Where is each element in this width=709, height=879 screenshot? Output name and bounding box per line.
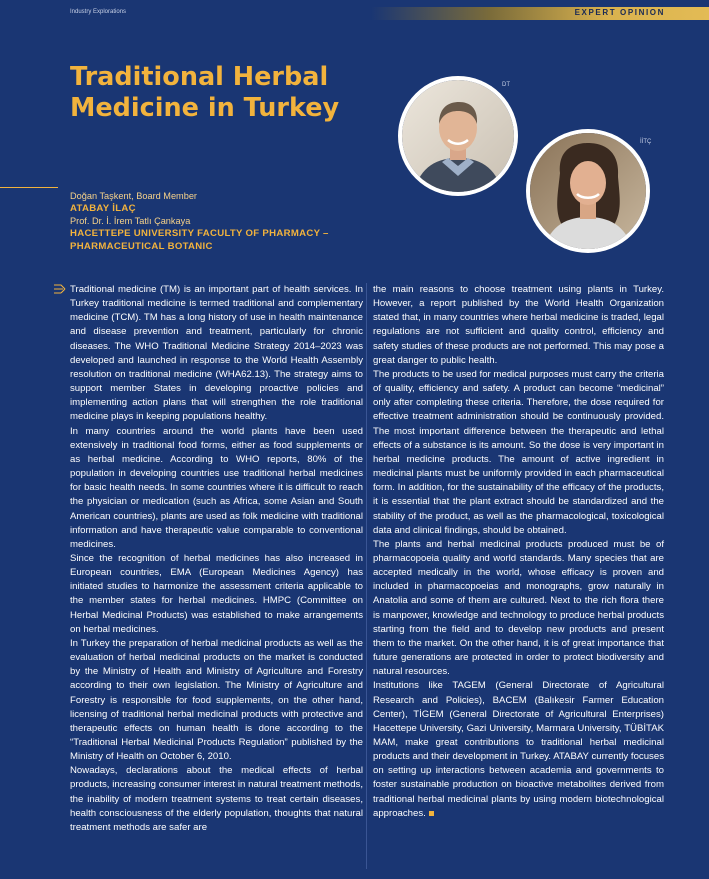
byline: [70, 190, 370, 253]
portrait-photo-man: [402, 80, 514, 192]
portrait-photo-woman: [530, 133, 646, 249]
author-2: Prof. Dr. İ. İrem Tatlı Çankaya: [70, 216, 191, 226]
organization-1: ATABAY İLAÇ: [70, 203, 136, 214]
arrow-icon: [53, 283, 67, 297]
paragraph: Nowadays, declarations about the medical effects of herbal products, increasing consumer interest in natural treatment methods, the inability of modern treatment systems to treat certain diseases, health consciousness of the elderly population, thoughts that natural treatment methods are safer are: [70, 765, 363, 833]
photo-caption-2: İİTÇ: [640, 139, 652, 145]
photo-caption-1: DT: [502, 82, 510, 88]
expert-opinion-tag: EXPERT OPINION: [574, 8, 665, 17]
author-1: Doğan Taşkent, Board Member: [70, 191, 197, 201]
paragraph: The plants and herbal medicinal products produced must be of pharmacopoeia quality and world standards. Many species that are accepted medically in the world, whose efficacy is proven and included in pharmacopoeias and monographs, grow naturally in Anatolia and some of them are cultured. Next to the rich flora there is manpower, knowledge and technology to produce herbal products starting from the field and to develop new products and present them to the market. On the other hand, it is of great importance that future generations are protected in order to protect biodiversity and natural resources.: [373, 538, 664, 678]
title-line-2: Medicine in Turkey: [70, 93, 340, 123]
end-square-icon: [429, 811, 434, 816]
accent-rule: [0, 187, 58, 188]
paragraph: In Turkey the preparation of herbal medicinal products as well as the evaluation of herbal medicinal products on the market is conducted by the Ministry of Health and Ministry of Agriculture and Forestry according to their own legislation. The Ministry of Agriculture and Forestry is responsible for food supplements, on the other hand, licensing of traditional herbal medicinal products with protective and therapeutic effects on human health is done according to the “Traditional Herbal Medicinal Products Regulation” published by the Ministry of Health on October 6, 2010.: [70, 637, 363, 763]
body-column-1: [70, 283, 363, 835]
paragraph: Traditional medicine (TM) is an important part of health services. In Turkey traditional medicine is termed traditional and complementary medicine (TCM). TM has a long history of use in health maintenance and disease prevention and treatment, particularly for chronic diseases. The WHO Traditional Medicine Strategy 2014–2023 was developed and launched in response to the World Health Assembly resolution on traditional medicine (WHA62.13). The strategy aims to support member States in developing proactive policies and implementing action plans that will strengthen the role traditional medicine plays in keeping populations healthy.: [70, 284, 363, 423]
title-line-1: Traditional Herbal: [70, 62, 329, 92]
organization-2-line-1: HACETTEPE UNIVERSITY FACULTY OF PHARMACY –: [70, 228, 329, 239]
paragraph-last: [373, 679, 664, 821]
paragraph: the main reasons to choose treatment using plants in Turkey. However, a report published by the World Health Organization stated that, in many countries where herbal medicine is traded, legal regulations are not sufficient and quality control, efficiency and safety studies of these products are not performed. This may pose a great danger to public health.: [373, 284, 664, 366]
article-title: [70, 62, 370, 124]
paragraph-text: Institutions like TAGEM (General Directorate of Agricultural Research and Policies), BACEM (Balıkesir Farmer Education Center), TİGEM (General Directorate of Agricultural Enterprises) Hacettepe University, Gazi University, Marmara University, TÜBİTAK MAM, make great contributions to traditional herbal medicinal products and their development in Turkey. ATABAY currently focuses on setting up interactions between academia and governments to foster sustainable production on bioactive metabolites derived from traditional herbal medicinal plants by using modern biotechnological approaches.: [373, 680, 664, 819]
header-bar: [0, 0, 709, 22]
paragraph: The products to be used for medical purposes must carry the criteria of quality, efficiency and safety. A product can become “medicinal” only after completing these criteria. Therefore, the dose required for effective treatment administration should be continuously provided. The most important difference between the therapeutic and lethal effects of a substance is its amount. So the dose is very important in herbal medicine products. The amount of active ingredient in medicinal plants must be uniformly provided in each pharmaceutical form. In addition, for the sustainability of the efficacy of the products, it is essential that the plant extract should be standardized and the stability of the product, as well as the pharmacological, toxicological data and clinical findings, should be obtained.: [373, 368, 664, 536]
section-label: Industry Explorations: [70, 9, 127, 15]
organization-2-line-2: PHARMACEUTICAL BOTANIC: [70, 241, 213, 252]
paragraph: In many countries around the world plants have been used extensively in traditional food forms, either as food supplements or as herbal medicine. According to WHO reports, 80% of the population in developing countries use traditional herbal medicines for basic health needs. In some countries where it is difficult to reach the physician or medication (such as Africa, some Asian and South American countries), plants are used as folk medicine with traditional information and have therapeutic value comparable to conventional medicines.: [70, 425, 363, 550]
body-column-2: [373, 283, 664, 821]
column-divider: [366, 283, 367, 869]
paragraph: Since the recognition of herbal medicines has also increased in European countries, EMA (European Medicines Agency) has initiated studies to harmonize the assessment criteria applicable to the member states for herbal medicines. HMPC (Committee on Herbal Medicinal Products) was established to make arrangements on herbal medicines.: [70, 552, 363, 635]
